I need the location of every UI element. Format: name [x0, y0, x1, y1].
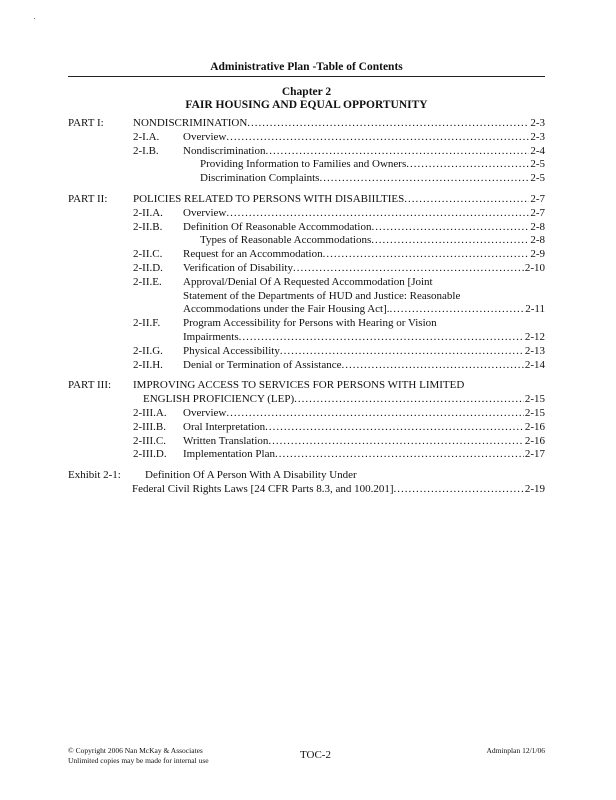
toc-section-code: 2-III.C.: [133, 434, 166, 447]
toc-part-label: PART I:: [68, 117, 104, 129]
toc-entry: [183, 331, 545, 345]
toc-page-number: 2-13: [524, 344, 545, 357]
toc-entry-title: Impairments: [183, 330, 239, 343]
dot-leader: [323, 248, 530, 262]
toc-line: [0, 234, 616, 248]
toc-entry-title: IMPROVING ACCESS TO SERVICES FOR PERSONS WITH LIMITED: [133, 379, 465, 392]
toc-page-number: 2-5: [530, 158, 545, 171]
toc-entry-title: Definition Of Reasonable Accommodation: [183, 220, 372, 233]
toc-entry-title: Types of Reasonable Accommodations: [200, 234, 372, 247]
dot-leader: [226, 407, 523, 421]
toc-line: [0, 379, 616, 393]
toc-entry-title: Federal Civil Rights Laws [24 CFR Parts 8.3, and 100.201]: [132, 482, 394, 495]
footer-copyright: [68, 746, 209, 766]
toc-line: [0, 407, 616, 421]
chapter-number: Chapter 2: [281, 86, 332, 98]
toc-entry: [183, 145, 545, 159]
dot-leader: [226, 207, 529, 221]
toc-section-code: 2-II.D.: [133, 261, 163, 274]
toc-entry: [183, 131, 545, 145]
table-of-contents: [0, 117, 616, 497]
toc-page-number: 2-14: [524, 358, 545, 371]
toc-section-code: 2-II.F.: [133, 317, 161, 330]
toc-section-code: 2-II.H.: [133, 358, 163, 371]
dot-leader: [265, 421, 524, 435]
toc-page-number: 2-17: [524, 448, 545, 461]
page-header: Administrative Plan -Table of Contents: [210, 61, 403, 73]
toc-entry: [183, 345, 545, 359]
toc-entry: [145, 469, 545, 483]
toc-line: [0, 117, 616, 131]
toc-entry: [133, 117, 545, 131]
toc-section-code: 2-II.A.: [133, 206, 163, 219]
toc-page-number: 2-7: [530, 192, 545, 205]
footer-doc-id: Adminplan 12/1/06: [486, 746, 545, 755]
toc-entry: [183, 407, 545, 421]
toc-page-number: 2-8: [530, 234, 545, 247]
toc-entry: [200, 158, 545, 172]
toc-entry: [200, 234, 545, 248]
toc-entry: [183, 290, 545, 304]
toc-page-number: 2-10: [524, 261, 545, 274]
toc-line: [0, 421, 616, 435]
toc-page-number: 2-7: [530, 206, 545, 219]
toc-line: [0, 221, 616, 235]
toc-entry-title: Physical Accessibility: [183, 344, 280, 357]
dot-leader: [226, 131, 529, 145]
toc-page-number: 2-8: [530, 220, 545, 233]
toc-entry: [143, 393, 545, 407]
toc-line: [0, 207, 616, 221]
dot-leader: [319, 172, 529, 186]
dot-leader: [280, 345, 524, 359]
chapter-title: FAIR HOUSING AND EQUAL OPPORTUNITY: [185, 99, 428, 111]
dot-leader: [390, 303, 525, 317]
dot-leader: [266, 145, 530, 159]
toc-entry: [183, 359, 545, 373]
toc-section-code: 2-II.E.: [133, 275, 162, 288]
dot-leader: [394, 483, 524, 497]
toc-entry-title: Denial or Termination of Assistance: [183, 358, 342, 371]
toc-line: [0, 435, 616, 449]
toc-entry: [183, 248, 545, 262]
chapter-heading: [68, 86, 545, 112]
toc-line: [0, 262, 616, 276]
toc-entry-title: Oral Interpretation: [183, 420, 266, 433]
toc-line: [0, 303, 616, 317]
toc-entry-title: Statement of the Departments of HUD and Justice: Reasonable: [183, 289, 461, 302]
toc-entry-title: Program Accessibility for Persons with Hearing or Vision: [183, 317, 437, 330]
copies-note: Unlimited copies may be made for internal use: [68, 756, 209, 765]
dot-leader: [406, 158, 529, 172]
toc-entry-title: Discrimination Complaints: [200, 172, 320, 185]
header-rule: [68, 76, 545, 77]
toc-entry-title: Written Translation: [183, 434, 269, 447]
toc-page-number: 2-16: [524, 434, 545, 447]
dot-leader: [293, 262, 524, 276]
toc-entry-title: POLICIES RELATED TO PERSONS WITH DISABIILTIES: [133, 192, 405, 205]
toc-page-number: 2-16: [524, 420, 545, 433]
toc-section-code: 2-II.B.: [133, 220, 163, 233]
toc-line: [0, 448, 616, 462]
toc-page-number: 2-11: [525, 303, 545, 316]
toc-entry-title: Request for an Accommodation: [183, 248, 323, 261]
toc-part-label: PART II:: [68, 192, 108, 205]
toc-page-number: 2-15: [524, 406, 545, 419]
dot-leader: [342, 359, 524, 373]
toc-line: [0, 317, 616, 331]
toc-line: [0, 145, 616, 159]
dot-leader: [371, 234, 529, 248]
toc-page-number: 2-5: [530, 172, 545, 185]
toc-entry-title: Overview: [183, 206, 227, 219]
toc-page-number: 2-15: [524, 393, 545, 406]
toc-line: [0, 193, 616, 207]
toc-line: [0, 290, 616, 304]
toc-page-number: 2-4: [530, 144, 545, 157]
toc-entry: [183, 276, 545, 290]
toc-entry: [183, 421, 545, 435]
dot-leader: [404, 193, 529, 207]
toc-entry: [183, 448, 545, 462]
toc-page-number: 2-9: [530, 248, 545, 261]
dot-leader: [247, 117, 529, 131]
toc-entry-title: Approval/Denial Of A Requested Accommodation [Joint: [183, 275, 433, 288]
toc-entry: [132, 483, 545, 497]
toc-line: [0, 345, 616, 359]
toc-entry: [183, 207, 545, 221]
toc-entry-title: Overview: [183, 130, 227, 143]
toc-entry: [183, 303, 545, 317]
toc-line: [0, 469, 616, 483]
toc-page-number: 2-3: [530, 117, 545, 129]
toc-page-number: 2-12: [524, 330, 545, 343]
toc-section-code: 2-III.B.: [133, 420, 166, 433]
copyright-text: © Copyright 2006 Nan McKay & Associates: [68, 746, 203, 755]
toc-entry-title: Overview: [183, 406, 227, 419]
dot-leader: [239, 331, 524, 345]
toc-entry: [183, 317, 545, 331]
toc-line: [0, 331, 616, 345]
toc-section-code: 2-II.G.: [133, 344, 163, 357]
toc-part-label: PART III:: [68, 379, 112, 392]
toc-entry: [200, 172, 545, 186]
toc-entry: [183, 435, 545, 449]
toc-entry-title: Implementation Plan: [183, 448, 275, 461]
toc-entry-title: Providing Information to Families and Owners: [200, 158, 407, 171]
toc-section-code: 2-II.C.: [133, 248, 163, 261]
toc-line: [0, 359, 616, 373]
toc-section-code: 2-I.A.: [133, 130, 160, 143]
dot-leader: [275, 448, 524, 462]
dot-leader: [294, 393, 524, 407]
toc-page-number: 2-3: [530, 130, 545, 143]
toc-section-code: 2-I.B.: [133, 144, 159, 157]
dot-leader: [268, 435, 523, 449]
toc-entry: [133, 379, 545, 393]
toc-line: [0, 483, 616, 497]
footer-page-number: TOC-2: [300, 749, 331, 761]
toc-entry-title: Verification of Disability: [183, 261, 293, 274]
toc-entry-title: Nondiscrimination: [183, 144, 266, 157]
toc-page-number: 2-19: [524, 482, 545, 495]
toc-line: [0, 248, 616, 262]
toc-line: [0, 393, 616, 407]
toc-line: [0, 131, 616, 145]
toc-line: [0, 172, 616, 186]
scan-speck: [34, 18, 35, 19]
toc-entry: [183, 221, 545, 235]
toc-section-code: 2-III.D.: [133, 448, 167, 461]
toc-entry-title: ENGLISH PROFICIENCY (LEP): [143, 393, 295, 406]
toc-entry-title: Accommodations under the Fair Housing Act].: [183, 303, 390, 316]
toc-entry: [133, 193, 545, 207]
toc-entry-title: NONDISCRIMINATION: [133, 117, 248, 129]
toc-line: [0, 158, 616, 172]
toc-entry-title: Definition Of A Person With A Disability Under: [145, 469, 357, 482]
toc-section-code: 2-III.A.: [133, 406, 167, 419]
toc-part-label: Exhibit 2-1:: [68, 469, 121, 482]
toc-entry: [183, 262, 545, 276]
dot-leader: [371, 221, 529, 235]
toc-line: [0, 276, 616, 290]
